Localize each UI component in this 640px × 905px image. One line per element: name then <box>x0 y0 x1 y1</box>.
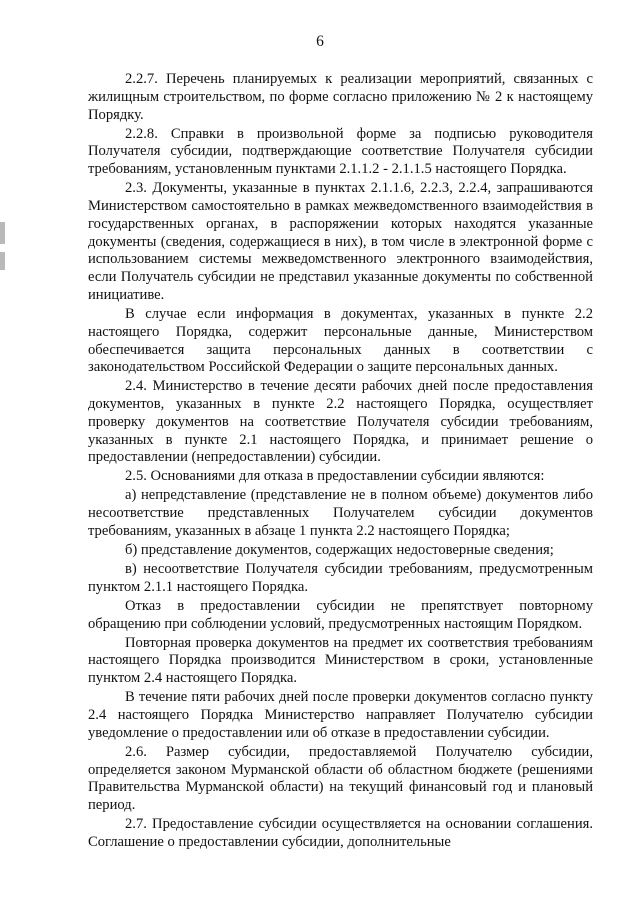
paragraph-2-5-b: б) представление документов, содержащих недостоверные сведения; <box>125 542 554 559</box>
scan-edge-mark <box>0 222 5 244</box>
paragraph-personal-data: В случае если информация в документах, указанных в пункте 2.2 настоящего Порядка, содержит персональные данные, Министерством обеспечивается защита персональных данных в соответствии с законодательством Российской Федерации о защите персональных данных. <box>88 305 593 376</box>
page-number: 6 <box>316 33 324 50</box>
paragraph-2-2-7: 2.2.7. Перечень планируемых к реализации мероприятий, связанных с жилищным строительством, по форме согласно приложению № 2 к настоящему Порядку. <box>88 71 593 123</box>
paragraph-notification: В течение пяти рабочих дней после проверки документов согласно пункту 2.4 настоящего Порядка Министерство направляет Получателю субсидии уведомление о предоставлении или об отказе в предоставлении субсидии. <box>88 689 593 741</box>
paragraph-2-4: 2.4. Министерство в течение десяти рабочих дней после предоставления документов, указанных в пункте 2.2 настоящего Порядка, осуществляет проверку документов на соответствие Получателя субсидии требованиям, указанных в пункте 2.1 настоящего Порядка, и принимает решение о предоставлении (непредоставлении) субсидии. <box>88 378 593 466</box>
scan-edge-mark <box>0 252 5 270</box>
paragraph-2-6: 2.6. Размер субсидии, предоставляемой Получателю субсидии, определяется законом Мурманской области об областном бюджете (решениями Правительства Мурманской области) на текущий финансовый год и плановый период. <box>88 743 593 814</box>
paragraph-2-3: 2.3. Документы, указанные в пунктах 2.1.1.6, 2.2.3, 2.2.4, запрашиваются Министерством самостоятельно в рамках межведомственного взаимодействия в государственных органах, в распоряжении которых находятся указанные документы (сведения, содержащиеся в них), в том числе в электронной форме с использованием системы межведомственного электронного взаимодействия, если Получатель субсидии не представил указанные документы по собственной инициативе. <box>88 180 593 303</box>
paragraph-2-7: 2.7. Предоставление субсидии осуществляется на основании соглашения. Соглашение о предоставлении субсидии, дополнительные <box>88 816 593 850</box>
paragraph-2-5: 2.5. Основаниями для отказа в предоставлении субсидии являются: <box>125 468 545 485</box>
paragraph-2-5-v: в) несоответствие Получателя субсидии требованиям, предусмотренным пунктом 2.1.1 настоящего Порядка. <box>88 561 593 595</box>
paragraph-2-2-8: 2.2.8. Справки в произвольной форме за подписью руководителя Получателя субсидии, подтверждающие соответствие Получателя субсидии требованиям, установленным пунктами 2.1.1.2 - 2.1.1.5 настоящего Порядка. <box>88 125 593 178</box>
paragraph-recheck: Повторная проверка документов на предмет их соответствия требованиям настоящего Порядка производится Министерством в сроки, установленные пунктом 2.4 настоящего Порядка. <box>88 634 593 687</box>
paragraph-2-5-a: а) непредставление (представление не в полном объеме) документов либо несоответствие представленных Получателем субсидии документов требованиям, указанных в абзаце 1 пункта 2.2 настоящего Порядка; <box>88 487 593 540</box>
paragraph-refusal: Отказ в предоставлении субсидии не препятствует повторному обращению при соблюдении условий, предусмотренных настоящим Порядком. <box>88 597 593 632</box>
document-body <box>88 71 593 852</box>
